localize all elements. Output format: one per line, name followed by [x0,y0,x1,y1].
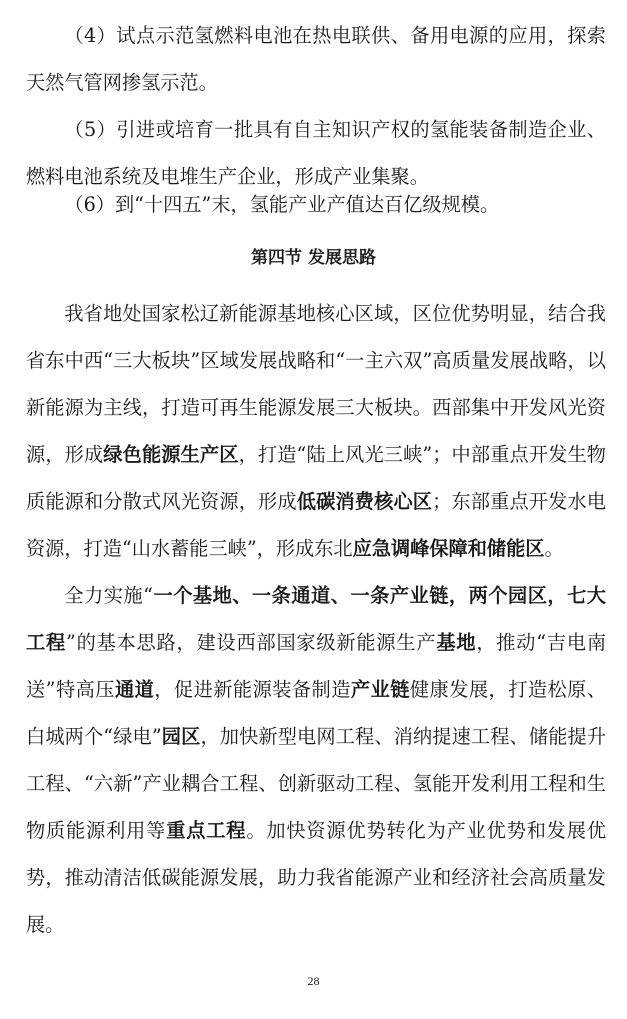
list-item-4 [26,12,606,106]
text-run: ”的基本思路，建设西部国家级新能源生产 [65,631,437,654]
bold-text-run: 低碳消费核心区 [296,490,433,513]
text-run: ，打造“陆上风光三峡”；中部重点开发生物质能源和分散式风光资源，形成 [26,443,606,513]
body-paragraph-2 [26,572,606,948]
text-run: 。 [544,537,564,560]
bold-text-run: 通道 [114,678,155,701]
list-item-text: （5）引进或培育一批具有自主知识产权的氢能装备制造企业、燃料电池系统及电堆生产企业，形成产业集聚。 [26,118,606,188]
body-paragraph-1 [26,290,606,572]
text-run: 我省地处国家松辽新能源基地核心区域，区位优势明显，结合我省东中西“三大板块”区域发展战略和“一主六双”高质量发展战略，以新能源为主线，打造可再生能源发展三大板块。西部集中开发风光资源，形成 [26,302,606,466]
bold-text-run: 园区 [161,725,201,748]
text-run: ，促进新能源装备制造 [154,678,351,701]
bold-text-run: 一个基地、一条通道、一条产业链，两个园区，七大工程 [26,584,606,654]
bold-text-run: 应急调峰保障和储能区 [352,537,545,560]
text-run: ，加快新型电网工程、消纳提速工程、储能提升工程、“六新”产业耦合工程、创新驱动工程、氢能开发利用工程和生物质能源利用等 [26,725,607,842]
list-item-6 [26,181,606,228]
text-run: ，推动“吉电南送”特高压 [26,631,607,701]
bold-text-run: 基地 [436,631,477,654]
list-item-text: （4）试点示范氢燃料电池在热电联供、备用电源的应用，探索天然气管网掺氢示范。 [26,24,606,94]
text-run: 健康发展，打造松原、白城两个“绿电” [26,678,607,748]
bold-text-run: 产业链 [350,678,410,701]
page-number: 28 [307,974,320,988]
section-heading: 第四节 发展思路 [251,248,376,268]
text-run: ；东部重点开发水电资源，打造“山水蓄能三峡”，形成东北 [26,490,607,560]
list-item-text: （6）到“十四五”末，氢能产业产值达百亿级规模。 [64,193,500,216]
text-run: 全力实施“ [64,584,153,607]
text-run: 。加快资源优势转化为产业优势和发展优势，推动清洁低碳能源发展，助力我省能源产业和经济社会高质量发展。 [26,819,607,936]
bold-text-run: 绿色能源生产区 [103,443,239,466]
bold-text-run: 重点工程 [166,819,247,842]
